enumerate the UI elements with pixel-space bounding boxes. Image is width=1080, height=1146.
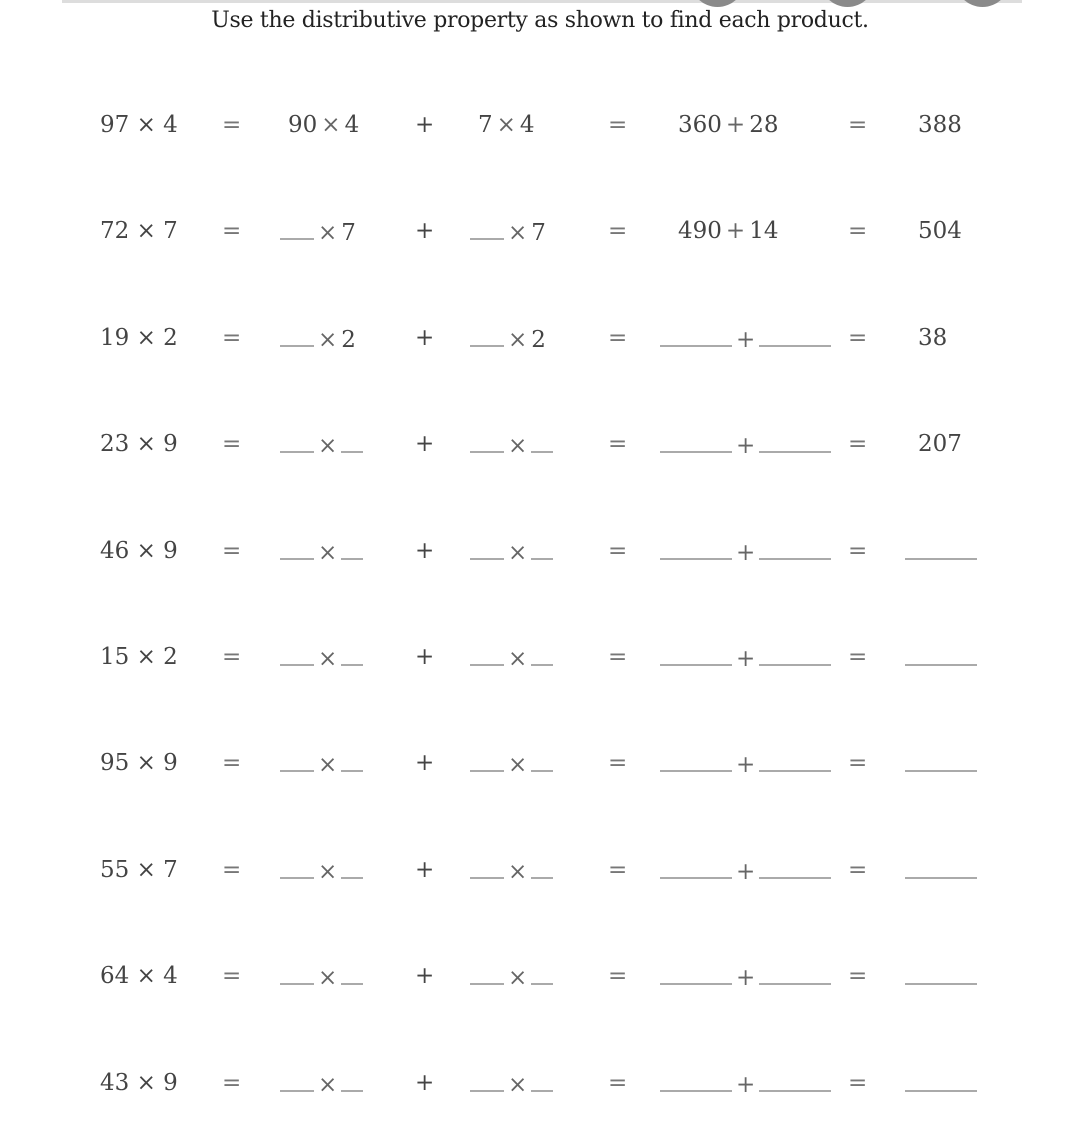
plus-sign: + (736, 326, 756, 353)
equals-sign: = (222, 644, 242, 670)
equals-sign: = (222, 750, 242, 777)
equals-sign: = (608, 324, 628, 351)
problem: 23 × 9 (100, 431, 178, 458)
term-2 (470, 538, 553, 566)
product-result (918, 112, 962, 138)
term-1 (280, 538, 363, 566)
times-sign: × (318, 220, 338, 247)
term-2 (470, 218, 546, 246)
times-sign: × (508, 433, 528, 460)
equals-sign: = (222, 431, 242, 458)
sum-addend-1-blank[interactable] (660, 963, 732, 985)
partial-sum (660, 325, 831, 353)
product-result-value-blank[interactable] (905, 1070, 977, 1092)
term-2-factor-blank[interactable] (470, 538, 504, 560)
term-2-multiplier-blank[interactable] (531, 431, 553, 453)
product-result-value-blank[interactable] (905, 750, 977, 772)
problem: 19 × 2 (100, 324, 178, 351)
times-sign: × (508, 539, 528, 566)
sum-addend-1-blank[interactable] (660, 431, 732, 453)
plus-sign: + (736, 1071, 756, 1098)
equals-sign: = (848, 537, 868, 564)
equals-sign: = (608, 431, 628, 458)
plus-sign: + (725, 112, 746, 138)
term-1-factor-blank[interactable] (280, 750, 314, 772)
product-result (918, 431, 962, 457)
sum-addend-2-blank[interactable] (759, 538, 831, 560)
equals-sign: = (848, 644, 868, 670)
times-sign: × (318, 1071, 338, 1098)
problem-row (0, 857, 1080, 893)
term-1-multiplier: 7 (341, 220, 356, 247)
sum-addend-2-blank[interactable] (759, 325, 831, 347)
sum-addend-1-blank[interactable] (660, 644, 732, 666)
term-1-factor-blank[interactable] (280, 218, 314, 240)
equals-sign: = (848, 431, 868, 458)
problem: 64 × 4 (100, 963, 178, 990)
term-2 (470, 325, 546, 353)
plus-sign: + (736, 965, 756, 992)
product-result-value-blank[interactable] (905, 963, 977, 985)
term-1-multiplier: 4 (344, 112, 360, 138)
plus-sign: + (415, 112, 435, 138)
term-2 (470, 1070, 553, 1098)
term-2-multiplier: 7 (531, 220, 546, 247)
term-1 (280, 750, 363, 778)
product-result-value-blank[interactable] (905, 538, 977, 560)
partial-sum (660, 431, 831, 459)
term-1 (280, 644, 363, 672)
term-2-multiplier-blank[interactable] (531, 750, 553, 772)
problem: 95 × 9 (100, 750, 178, 777)
problem-row (0, 431, 1080, 467)
product-result-value: 207 (918, 431, 962, 458)
plus-sign: + (736, 752, 756, 779)
problem: 15 × 2 (100, 644, 178, 670)
equals-sign: = (608, 644, 628, 670)
equals-sign: = (608, 537, 628, 564)
problem-row (0, 325, 1080, 361)
product-result-value-blank[interactable] (905, 644, 977, 666)
plus-sign: + (736, 433, 756, 460)
problem-row (0, 538, 1080, 574)
product-result-value: 504 (918, 218, 962, 245)
equals-sign: = (222, 112, 242, 138)
product-result-value-blank[interactable] (905, 857, 977, 879)
product-result (905, 644, 977, 666)
equals-sign: = (608, 856, 628, 883)
term-1 (280, 325, 356, 353)
plus-sign: + (736, 539, 756, 566)
term-1-factor-blank[interactable] (280, 431, 314, 453)
equals-sign: = (222, 856, 242, 883)
problem: 55 × 7 (100, 856, 178, 883)
term-1 (280, 218, 356, 246)
term-1 (280, 857, 363, 885)
times-sign: × (508, 1071, 528, 1098)
sum-addend-2-blank[interactable] (759, 750, 831, 772)
plus-sign: + (725, 218, 746, 245)
sum-addend-2-blank[interactable] (759, 963, 831, 985)
times-sign: × (508, 646, 528, 672)
partial-sum (678, 112, 778, 138)
term-2 (470, 644, 553, 672)
product-result (905, 538, 977, 560)
term-1-multiplier-blank[interactable] (341, 750, 363, 772)
partial-sum (678, 218, 778, 244)
term-2-factor-blank[interactable] (470, 644, 504, 666)
partial-sum (660, 1070, 831, 1098)
product-result-value: 38 (918, 324, 948, 351)
term-1-multiplier-blank[interactable] (341, 963, 363, 985)
plus-sign: + (415, 431, 435, 458)
plus-sign: + (415, 1069, 435, 1096)
equals-sign: = (608, 750, 628, 777)
times-sign: × (318, 752, 338, 779)
equals-sign: = (608, 218, 628, 245)
equals-sign: = (608, 112, 628, 138)
term-2 (470, 963, 553, 991)
term-1-factor-blank[interactable] (280, 644, 314, 666)
sum-addend-1-blank[interactable] (660, 750, 732, 772)
term-1 (280, 1070, 363, 1098)
term-1-multiplier-blank[interactable] (341, 857, 363, 879)
times-sign: × (318, 965, 338, 992)
sum-addend-1: 490 (678, 218, 722, 245)
term-1 (280, 431, 363, 459)
term-2 (470, 857, 553, 885)
equals-sign: = (608, 963, 628, 990)
term-1-factor-blank[interactable] (280, 538, 314, 560)
equals-sign: = (608, 1069, 628, 1096)
term-2-multiplier: 2 (531, 326, 546, 353)
times-sign: × (508, 858, 528, 885)
term-1-factor-blank[interactable] (280, 963, 314, 985)
product-result (905, 857, 977, 879)
problem-row (0, 1070, 1080, 1106)
term-2-factor-blank[interactable] (470, 963, 504, 985)
plus-sign: + (415, 856, 435, 883)
equals-sign: = (848, 1069, 868, 1096)
term-2-factor-blank[interactable] (470, 218, 504, 240)
equals-sign: = (848, 750, 868, 777)
problem-row (0, 963, 1080, 999)
term-2-multiplier: 4 (519, 112, 535, 138)
term-2-multiplier-blank[interactable] (531, 538, 553, 560)
term-1-factor-blank[interactable] (280, 857, 314, 879)
equals-sign: = (222, 537, 242, 564)
term-2-factor-blank[interactable] (470, 857, 504, 879)
problem-row (0, 750, 1080, 786)
problem-row (0, 218, 1080, 254)
times-sign: × (321, 112, 341, 138)
term-2 (470, 750, 553, 778)
partial-sum (660, 857, 831, 885)
plus-sign: + (415, 750, 435, 777)
term-1-factor: 90 (288, 112, 318, 138)
term-2-multiplier-blank[interactable] (531, 1070, 553, 1092)
times-sign: × (508, 326, 528, 353)
term-2 (470, 431, 553, 459)
equals-sign: = (222, 963, 242, 990)
equals-sign: = (222, 218, 242, 245)
times-sign: × (318, 539, 338, 566)
term-1 (280, 963, 363, 991)
product-result (905, 963, 977, 985)
equals-sign: = (222, 324, 242, 351)
term-2-factor: 7 (478, 112, 493, 138)
term-1-multiplier-blank[interactable] (341, 538, 363, 560)
problem: 43 × 9 (100, 1069, 178, 1096)
sum-addend-2-blank[interactable] (759, 857, 831, 879)
plus-sign: + (415, 644, 435, 670)
times-sign: × (318, 858, 338, 885)
plus-sign: + (415, 218, 435, 245)
term-1-multiplier-blank[interactable] (341, 644, 363, 666)
term-1 (288, 112, 359, 138)
term-1-multiplier: 2 (341, 326, 356, 353)
term-2-factor-blank[interactable] (470, 1070, 504, 1092)
sum-addend-2-blank[interactable] (759, 1070, 831, 1092)
times-sign: × (318, 646, 338, 672)
equals-sign: = (222, 1069, 242, 1096)
plus-sign: + (415, 324, 435, 351)
term-2-factor-blank[interactable] (470, 325, 504, 347)
term-2-factor-blank[interactable] (470, 750, 504, 772)
equals-sign: = (848, 112, 868, 138)
product-result (905, 1070, 977, 1092)
problem: 46 × 9 (100, 537, 178, 564)
term-2-factor-blank[interactable] (470, 431, 504, 453)
term-2-multiplier-blank[interactable] (531, 963, 553, 985)
plus-sign: + (415, 963, 435, 990)
equals-sign: = (848, 963, 868, 990)
sum-addend-1-blank[interactable] (660, 857, 732, 879)
plus-sign: + (415, 537, 435, 564)
partial-sum (660, 538, 831, 566)
sum-addend-2-blank[interactable] (759, 644, 831, 666)
times-sign: × (508, 752, 528, 779)
times-sign: × (318, 326, 338, 353)
equals-sign: = (848, 218, 868, 245)
page-top-edge (62, 0, 1022, 3)
product-result (918, 218, 962, 244)
sum-addend-2: 14 (749, 218, 779, 245)
problem-row (0, 644, 1080, 680)
times-sign: × (508, 965, 528, 992)
partial-sum (660, 963, 831, 991)
equals-sign: = (848, 856, 868, 883)
term-2-multiplier-blank[interactable] (531, 644, 553, 666)
problem: 97 × 4 (100, 112, 178, 138)
partial-sum (660, 750, 831, 778)
term-1-multiplier-blank[interactable] (341, 1070, 363, 1092)
times-sign: × (318, 433, 338, 460)
equals-sign: = (848, 324, 868, 351)
term-2-multiplier-blank[interactable] (531, 857, 553, 879)
plus-sign: + (736, 646, 756, 672)
plus-sign: + (736, 858, 756, 885)
problem-row (0, 112, 1080, 148)
product-result (918, 325, 947, 351)
partial-sum (660, 644, 831, 672)
sum-addend-2-blank[interactable] (759, 431, 831, 453)
term-2 (478, 112, 535, 138)
term-1-multiplier-blank[interactable] (341, 431, 363, 453)
times-sign: × (508, 220, 528, 247)
sum-addend-1-blank[interactable] (660, 325, 732, 347)
problem: 72 × 7 (100, 218, 178, 245)
sum-addend-1-blank[interactable] (660, 538, 732, 560)
sum-addend-1-blank[interactable] (660, 1070, 732, 1092)
product-result (905, 750, 977, 772)
term-1-factor-blank[interactable] (280, 1070, 314, 1092)
sum-addend-1: 360 (678, 112, 722, 138)
term-1-factor-blank[interactable] (280, 325, 314, 347)
times-sign: × (496, 112, 516, 138)
product-result-value: 388 (918, 112, 962, 138)
worksheet-instructions: Use the distributive property as shown to find each product. (211, 8, 869, 33)
sum-addend-2: 28 (749, 112, 779, 138)
